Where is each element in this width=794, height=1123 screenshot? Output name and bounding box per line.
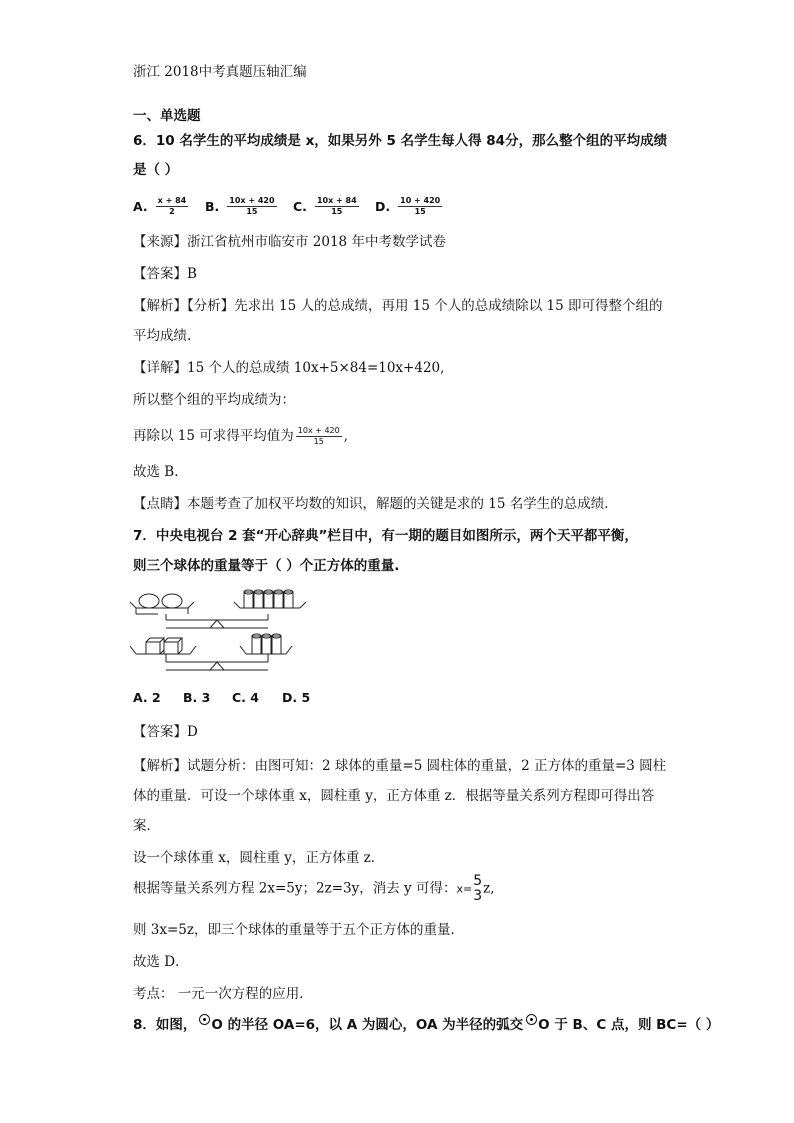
detail-fraction — [296, 426, 342, 447]
sphere-icon — [139, 594, 159, 608]
q7-stem-line1: 7．中央电视台 2 套“开心辞典”栏目中，有一期的题目如图所示，两个天平都平衡， — [133, 528, 638, 544]
cylinder-icon — [264, 590, 273, 608]
q8-part1: 8．如图， — [133, 1017, 197, 1033]
fraction-numerator: 10x + 420 — [229, 196, 275, 205]
q7-option-a: A. 2 — [133, 690, 161, 705]
q6-detail-line3 — [133, 426, 348, 447]
q6-option-c — [293, 196, 361, 217]
fraction-denominator: 2 — [169, 207, 175, 216]
q7-option-c: C. 4 — [232, 690, 259, 705]
q6-analysis-line1: 【解析】【分析】先求出 15 人的总成绩，再用 15 个人的总成绩除以 15 即可得整个组的 — [133, 298, 663, 314]
equation-fraction — [473, 874, 482, 904]
option-fraction — [315, 196, 359, 217]
q6-option-b — [205, 196, 279, 217]
q8-part3: O 于 B、C 点，则 BC=（ ） — [538, 1017, 720, 1033]
q6-option-a — [133, 196, 190, 217]
section-title: 一、单选题 — [133, 108, 201, 124]
detail-prefix: 再除以 15 可求得平均值为 — [133, 428, 294, 444]
q7-result: 则 3x=5z，即三个球体的重量等于五个正方体的重量． — [133, 922, 465, 938]
q7-equation-line — [133, 874, 495, 904]
option-label: A. — [133, 199, 148, 214]
option-fraction — [227, 196, 276, 217]
q7-conclusion: 故选 D． — [133, 954, 189, 970]
q6-stem-line1: 6．10 名学生的平均成绩是 x，如果另外 5 名学生每人得 84分，那么整个组的平均成绩 — [133, 133, 668, 149]
q7-analysis-line3: 案． — [133, 818, 160, 834]
fraction-numerator: 10 + 420 — [400, 196, 441, 205]
q6-answer: 【答案】B — [133, 266, 197, 282]
q6-source: 【来源】浙江省杭州市临安市 2018 年中考数学试卷 — [133, 234, 446, 250]
circle-dot-icon — [526, 1014, 537, 1025]
document-header: 浙江 2018中考真题压轴汇编 — [133, 64, 307, 80]
cylinder-icon — [262, 634, 271, 654]
option-label: D. — [375, 199, 391, 214]
q7-option-d: D. 5 — [282, 690, 311, 705]
detail-suffix: , — [343, 428, 349, 444]
q8-stem — [133, 1014, 719, 1035]
cube-icon — [164, 638, 182, 654]
option-label: B. — [205, 199, 220, 214]
equation-var: x= — [456, 882, 473, 896]
q6-conclusion: 故选 B. — [133, 464, 179, 480]
q7-answer: 【答案】D — [133, 724, 198, 740]
option-fraction — [156, 196, 189, 217]
q7-stem-line2: 则三个球体的重量等于（ ）个正方体的重量. — [133, 558, 400, 574]
balance-scales-figure — [128, 588, 318, 680]
sphere-icon — [162, 594, 182, 608]
fraction-numerator: 10x + 420 — [297, 426, 340, 435]
fraction-denominator: 3 — [473, 888, 483, 904]
option-label: C. — [293, 199, 307, 214]
equation-suffix: z, — [483, 880, 495, 897]
cylinder-icon — [252, 634, 261, 654]
fulcrum-icon — [210, 662, 224, 670]
fraction-numerator: 5 — [473, 873, 483, 889]
q7-analysis-line1: 【解析】试题分析：由图可知：2 球体的重量=5 圆柱体的重量，2 正方体的重量=3 圆柱 — [133, 758, 667, 774]
cylinder-icon — [284, 590, 293, 608]
q6-detail-line1: 【详解】15 个人的总成绩 10x+5×84=10x+420, — [133, 360, 445, 376]
fraction-denominator: 15 — [246, 207, 258, 216]
bottom-balance — [130, 634, 292, 670]
fulcrum-icon — [210, 620, 224, 628]
q6-analysis-line2: 平均成绩. — [133, 328, 192, 344]
fraction-numerator: 10x + 84 — [316, 196, 357, 205]
top-balance — [130, 590, 306, 628]
fraction-denominator: 15 — [331, 207, 343, 216]
cylinder-icon — [244, 590, 253, 608]
q6-comment: 【点睛】本题考查了加权平均数的知识，解题的关键是求的 15 名学生的总成绩. — [133, 496, 609, 512]
q7-kaodian: 考点： 一元一次方程的应用． — [133, 986, 313, 1002]
q6-detail-line2: 所以整个组的平均成绩为： — [133, 392, 295, 408]
q7-let-line: 设一个球体重 x，圆柱重 y，正方体重 z． — [133, 850, 385, 866]
cylinder-icon — [254, 590, 263, 608]
option-fraction — [398, 196, 442, 217]
fraction-denominator: 15 — [414, 207, 426, 216]
cube-icon — [146, 638, 164, 654]
circle-dot-icon — [199, 1014, 210, 1025]
cylinder-icon — [272, 634, 281, 654]
q6-stem-line2: 是（ ） — [133, 162, 179, 178]
q7-option-b: B. 3 — [183, 690, 211, 705]
equation-prefix: 根据等量关系列方程 2x=5y；2z=3y，消去 y 可得： — [133, 880, 457, 897]
q7-analysis-line2: 体的重量．可设一个球体重 x，圆柱重 y，正方体重 z．根据等量关系列方程即可得出答 — [133, 788, 655, 804]
q8-part2: O 的半径 OA=6，以 A 为圆心，OA 为半径的弧交 — [211, 1017, 524, 1033]
q6-option-d — [375, 196, 444, 217]
fraction-numerator: x + 84 — [157, 196, 187, 205]
fraction-denominator: 15 — [313, 437, 324, 446]
cylinder-icon — [274, 590, 283, 608]
